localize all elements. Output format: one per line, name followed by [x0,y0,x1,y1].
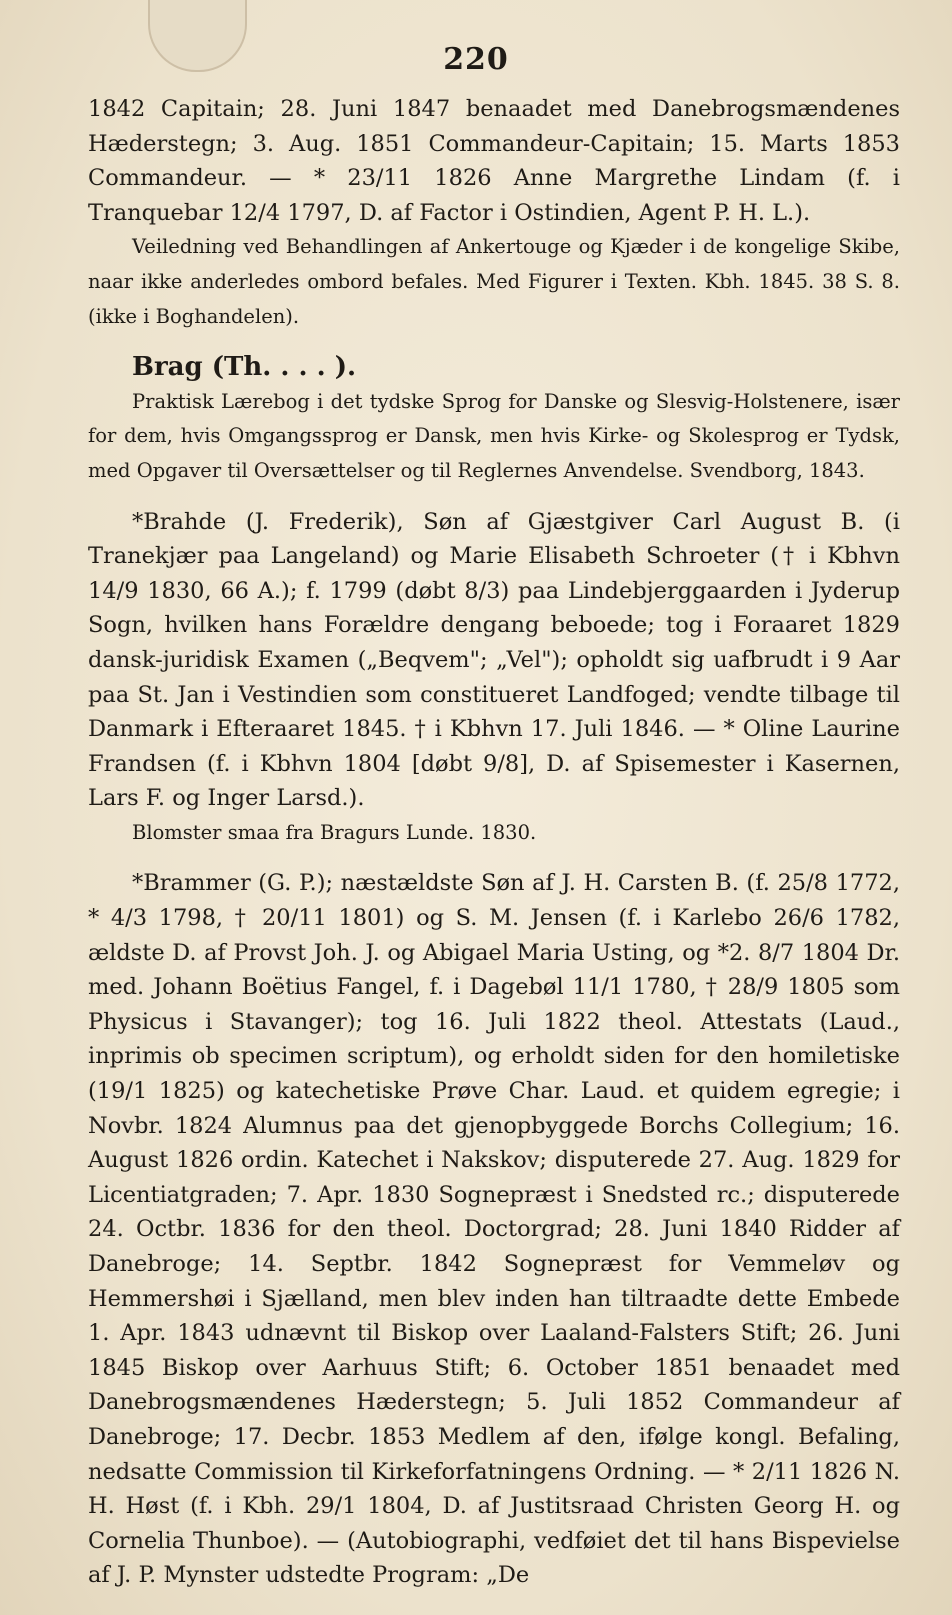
paragraph-veiledning-title: Veiledning ved Behandlingen af Ankertouge og Kjæder i de kongelige Skibe, naar ikke anderledes ombord befales. Med Figurer i Texten. Kbh. 1845. 38 S. 8. (ikke i Boghandelen). [88,235,900,328]
page-text [88,92,900,1593]
paragraph-brahde-entry: *Brahde (J. Frederik), Søn af Gjæstgiver Carl August B. (i Tranekjær paa Langeland) og Marie Elisabeth Schroeter († i Kbhvn 14/9 1830, 66 A.); f. 1799 (døbt 8/3) paa Lindebjerggaarden i Jyderup Sogn, hvilken hans Forældre dengang beboede; tog i Foraaret 1829 dansk-juridisk Examen („Beqvem"; „Vel"); opholdt sig uafbrudt i 9 Aar paa St. Jan i Vestindien som constitueret Landfoged; vendte tilbage til Danmark i Efteraaret 1845. † i Kbhvn 17. Juli 1846. — * Oline Laurine Frandsen (f. i Kbhvn 1804 [døbt 9/8], D. af Spisemester i Kasernen, Lars F. og Inger Larsd.). [88,508,900,812]
heading-brag: Brag (Th. . . . ). [132,352,357,383]
page-number: 220 [443,42,509,77]
paragraph-praktisk-laerebog: Praktisk Lærebog i det tydske Sprog for Danske og Slesvig-Holstenere, især for dem, hvis Omgangssprog er Dansk, men hvis Kirke- og Skolesprog er Tydsk, med Opgaver til Oversættelser og til Reglernes Anvendelse. Svendborg, 1843. [88,389,900,482]
paragraph-blomster-title: Blomster smaa fra Bragurs Lunde. 1830. [132,820,537,844]
paragraph-brammer-entry: *Brammer (G. P.); næstældste Søn af J. H. Carsten B. (f. 25/8 1772, * 4/3 1798, † 20/11 1801) og S. M. Jensen (f. i Karlebo 26/6 1782, ældste D. af Provst Joh. J. og Abigael Maria Usting, og *2. 8/7 1804 Dr. med. Johann Boëtius Fangel, f. i Dagebøl 11/1 1780, † 28/9 1805 som Physicus i Stavanger); tog 16. Juli 1822 theol. Attestats (Laud., inprimis ob specimen scriptum), og erholdt siden for den homiletiske (19/1 1825) og katechetiske Prøve Char. Laud. et quidem egregie; i Novbr. 1824 Alumnus paa det gjenopbyggede Borchs Collegium; 16. August 1826 ordin. Katechet i Nakskov; disputerede 27. Aug. 1829 for Licentiatgraden; 7. Apr. 1830 Sognepræst i Snedsted rc.; disputerede 24. Octbr. 1836 for den theol. Doctorgrad; 28. Juni 1840 Ridder af Danebroge; 14. Septbr. 1842 Sognepræst for Vemmeløv og Hemmershøi i Sjælland, men blev inden han tiltraadte dette Embede 1. Apr. 1843 udnævnt til Biskop over Laaland-Falsters Stift; 26. Juni 1845 Biskop over Aarhuus Stift; 6. October 1851 benaadet med Danebrogsmændenes Hæderstegn; 5. Juli 1852 Commandeur af Danebroge; 17. Decbr. 1853 Medlem af den, ifølge kongl. Befaling, nedsatte Commission til Kirkeforfatningens Ordning. — * 2/11 1826 N. H. Høst (f. i Kbh. 29/1 1804, D. af Justitsraad Christen Georg H. og Cornelia Thunboe). — (Autobiographi, vedføiet det til hans Bispevielse af J. P. Mynster udstedte Program: „De [88,870,900,1589]
paragraph-capitain-entry: 1842 Capitain; 28. Juni 1847 benaadet med Danebrogsmændenes Hæderstegn; 3. Aug. 1851 Commandeur-Capitain; 15. Marts 1853 Commandeur. — * 23/11 1826 Anne Margrethe Lindam (f. i Tranquebar 12/4 1797, D. af Factor i Ostindien, Agent P. H. L.). [88,96,900,226]
